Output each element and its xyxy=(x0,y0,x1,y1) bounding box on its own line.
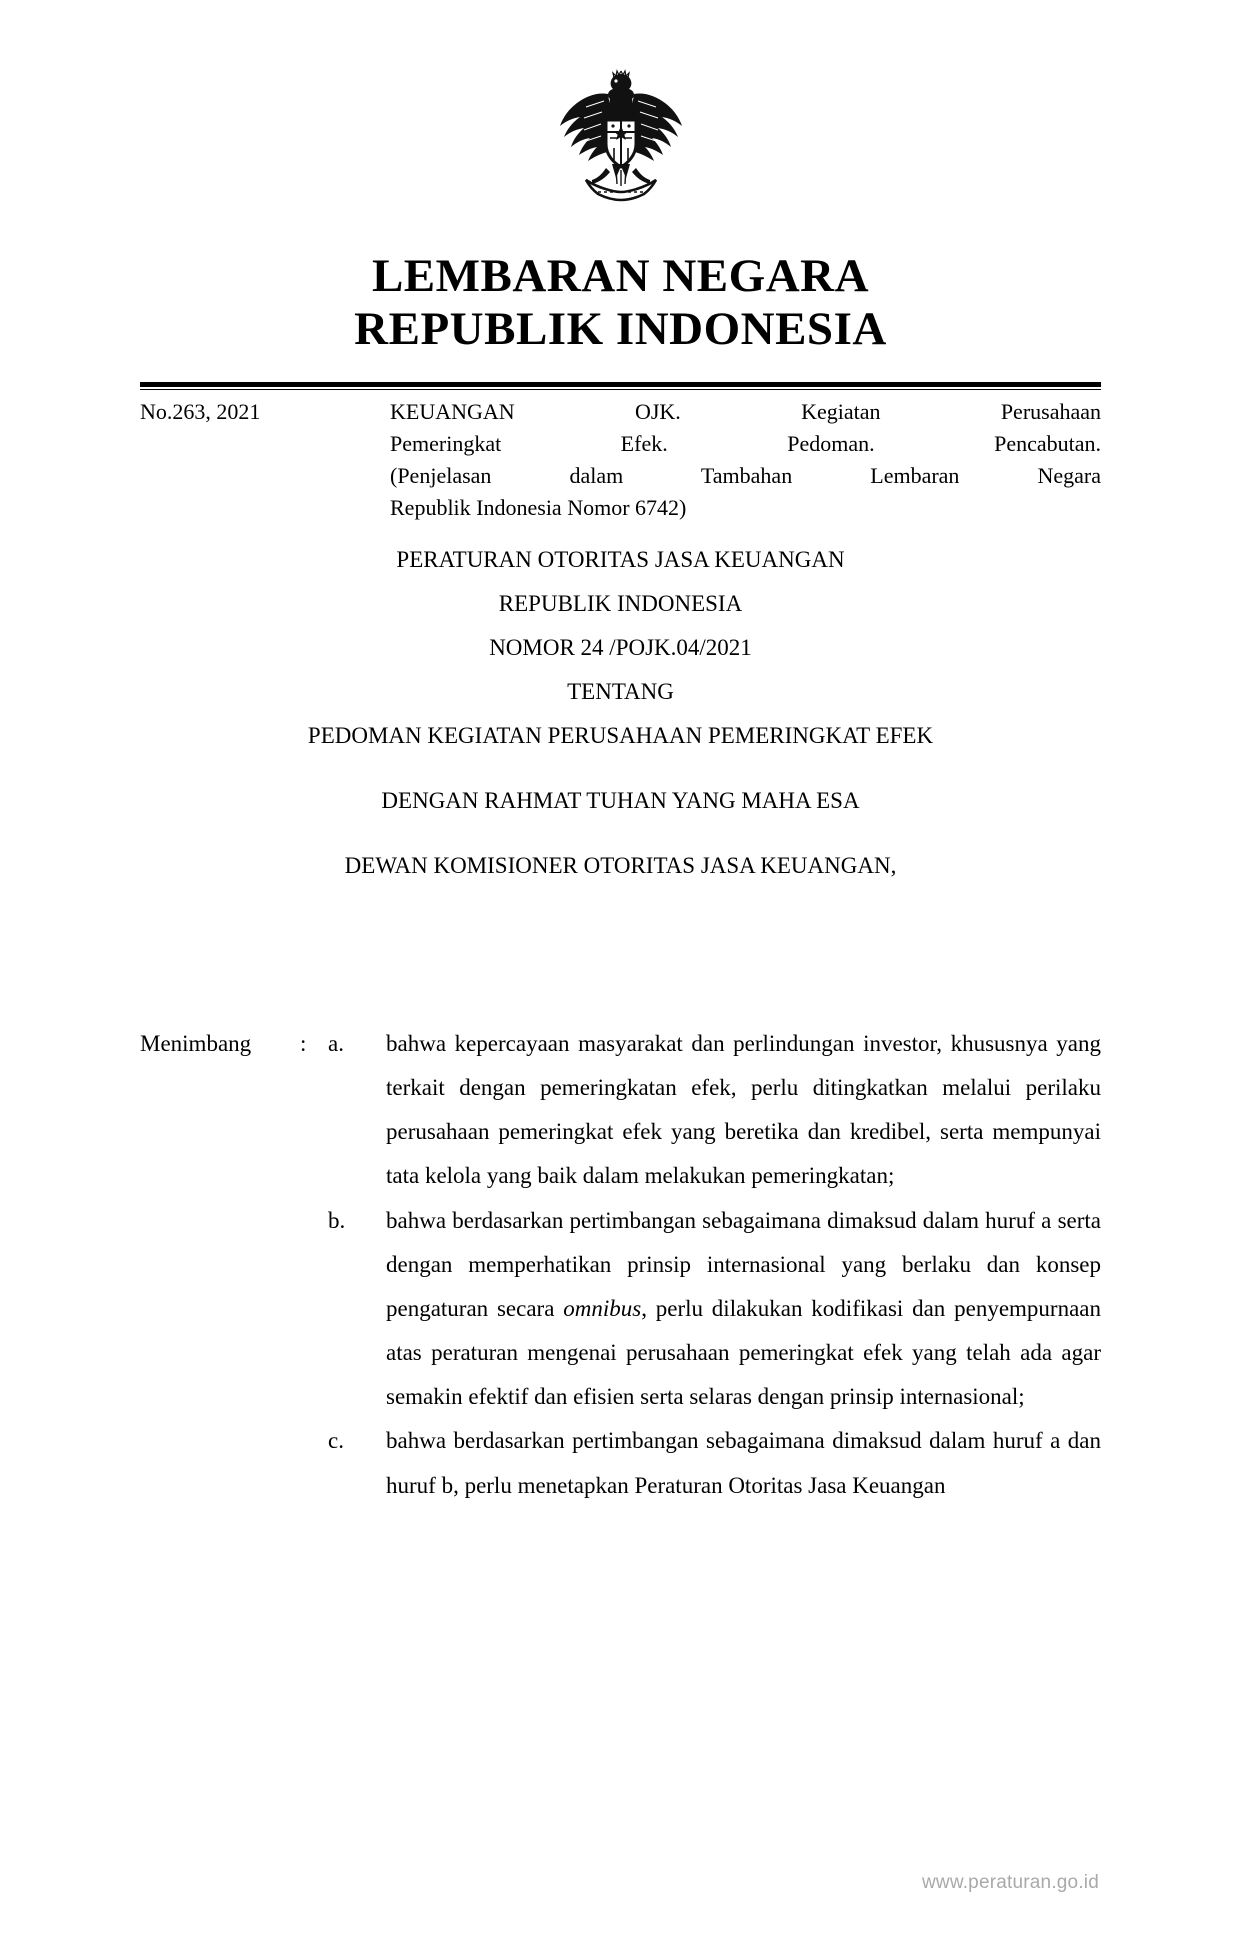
footer-watermark: www.peraturan.go.id xyxy=(921,1872,1099,1893)
catalog-line-3: (Penjelasan dalam Tambahan Lembaran Negara xyxy=(390,462,1101,488)
clause-b-italic-term: omnibus xyxy=(563,1295,642,1321)
gazette-number: No.263, 2021 xyxy=(140,399,261,424)
emblem-container xyxy=(0,68,1241,208)
catalog-line-1: KEUANGAN OJK. Kegiatan Perusahaan xyxy=(390,399,1101,424)
clause-text-b xyxy=(386,1199,1101,1420)
clause-b-part2: , perlu dilakukan kodifikasi dan penyempurnaan atas peraturan mengenai perusahaan pemeringkat efek yang telah ada agar semakin efektif dan efisien serta selaras dengan prinsip internasional; xyxy=(386,1295,1101,1410)
heading-invocation: DENGAN RAHMAT TUHAN YANG MAHA ESA xyxy=(381,788,860,813)
menimbang-item-b xyxy=(140,1199,1101,1420)
clause-letter-c: c. xyxy=(328,1428,344,1454)
masthead xyxy=(0,250,1241,355)
garuda-pancasila-emblem xyxy=(546,68,696,203)
heading-tentang: TENTANG xyxy=(567,679,674,704)
clause-text-a: bahwa kepercayaan masyarakat dan perlindungan investor, khususnya yang terkait dengan pemeringkatan efek, perlu ditingkatkan melalui perilaku perusahaan pemeringkat efek yang beretika dan kredibel, serta mempunyai tata kelola yang baik dalam melakukan pemeringkatan; xyxy=(386,1031,1101,1189)
regulation-heading xyxy=(140,548,1101,898)
clause-letter-a: a. xyxy=(328,1031,344,1056)
masthead-line-2: REPUBLIK INDONESIA xyxy=(354,302,887,355)
heading-authority: PERATURAN OTORITAS JASA KEUANGAN xyxy=(396,547,845,572)
masthead-rule-thick xyxy=(140,382,1101,387)
catalog-row xyxy=(140,396,1101,524)
masthead-line-1: LEMBARAN NEGARA xyxy=(371,250,870,302)
masthead-rule-thin xyxy=(140,389,1101,390)
menimbang-item-c xyxy=(140,1419,1101,1507)
catalog-line-4: Republik Indonesia Nomor 6742) xyxy=(390,494,687,520)
menimbang-colon: : xyxy=(300,1031,307,1056)
menimbang-item-a xyxy=(140,1022,1101,1199)
catalog-line-2: Pemeringkat Efek. Pedoman. Pencabutan. xyxy=(390,430,1101,456)
clause-text-c: bahwa berdasarkan pertimbangan sebagaimana dimaksud dalam huruf a dan huruf b, perlu menetapkan Peraturan Otoritas Jasa Keuangan xyxy=(386,1428,1101,1498)
clause-letter-b: b. xyxy=(328,1207,346,1233)
heading-subject: PEDOMAN KEGIATAN PERUSAHAAN PEMERINGKAT EFEK xyxy=(307,723,934,748)
menimbang-label: Menimbang xyxy=(140,1031,252,1056)
menimbang-block xyxy=(140,1022,1101,1508)
heading-issuer: DEWAN KOMISIONER OTORITAS JASA KEUANGAN, xyxy=(344,853,897,878)
heading-country: REPUBLIK INDONESIA xyxy=(498,591,743,616)
clause-b-part1: bahwa berdasarkan pertimbangan sebagaimana dimaksud dalam huruf a serta dengan memperhatikan prinsip internasional yang berlaku dan konsep pengaturan secara xyxy=(386,1207,1101,1321)
catalog-description xyxy=(390,396,1101,524)
heading-number: NOMOR 24 /POJK.04/2021 xyxy=(489,635,752,660)
